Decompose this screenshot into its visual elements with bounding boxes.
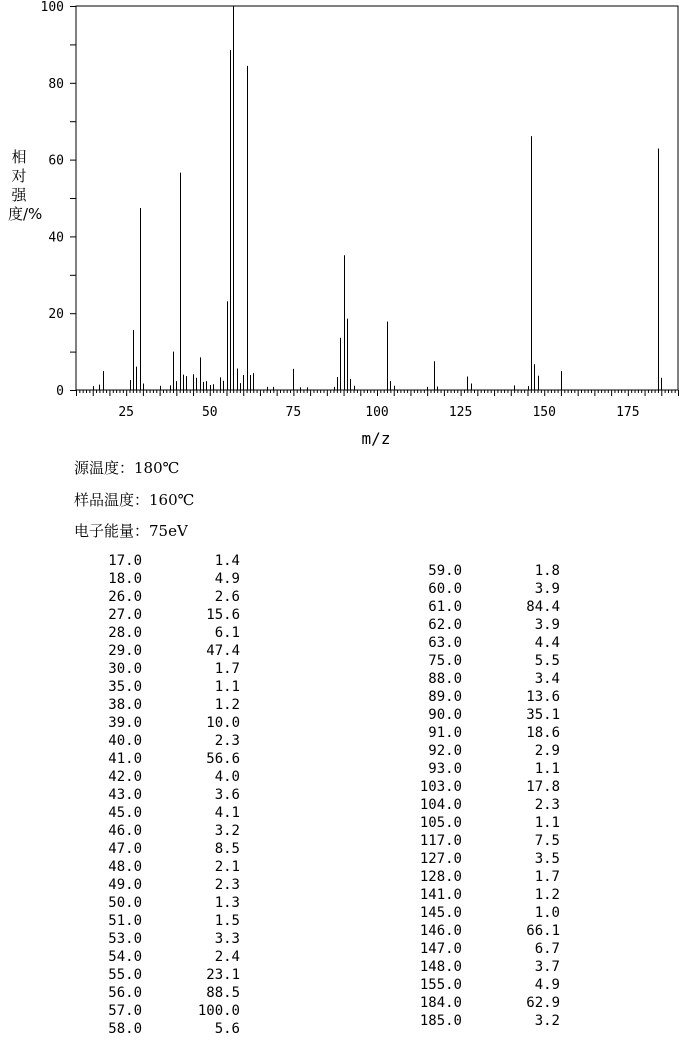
peak-abundance: 18.6 bbox=[526, 725, 560, 741]
peak-mz: 147.0 bbox=[419, 941, 462, 957]
peak-row bbox=[400, 940, 570, 958]
peak-abundance: 3.9 bbox=[534, 617, 560, 633]
chart-ticks bbox=[41, 0, 679, 420]
peak-row bbox=[400, 598, 570, 616]
peak-abundance: 100.0 bbox=[197, 1003, 240, 1019]
peak-row bbox=[80, 1020, 250, 1038]
peak-abundance: 3.7 bbox=[534, 959, 560, 975]
peak-mz: 62.0 bbox=[428, 617, 462, 633]
peak-row bbox=[400, 778, 570, 796]
peak-row bbox=[80, 678, 250, 696]
x-tick-label: 50 bbox=[201, 405, 218, 420]
peak-row bbox=[400, 868, 570, 886]
peak-abundance: 1.8 bbox=[534, 563, 560, 579]
peak-mz: 59.0 bbox=[428, 563, 462, 579]
peak-row bbox=[400, 616, 570, 634]
peak-row bbox=[400, 652, 570, 670]
peak-abundance: 62.9 bbox=[526, 995, 560, 1011]
peak-mz: 89.0 bbox=[428, 689, 462, 705]
peak-row bbox=[80, 570, 250, 588]
peak-abundance: 1.7 bbox=[214, 661, 240, 677]
peak-mz: 38.0 bbox=[108, 697, 142, 713]
peak-row bbox=[400, 688, 570, 706]
x-tick-label: 125 bbox=[448, 405, 473, 420]
source-temp-label: 源温度： bbox=[74, 459, 135, 477]
peak-row bbox=[80, 732, 250, 750]
peak-mz: 184.0 bbox=[419, 995, 462, 1011]
peak-row bbox=[80, 786, 250, 804]
energy-value: 75eV bbox=[149, 522, 188, 540]
peak-abundance: 5.6 bbox=[214, 1021, 240, 1037]
x-tick-label: 150 bbox=[532, 405, 556, 420]
source-temperature bbox=[74, 457, 179, 478]
peak-mz: 54.0 bbox=[108, 949, 142, 965]
peak-mz: 56.0 bbox=[108, 985, 142, 1001]
peak-row bbox=[80, 768, 250, 786]
peak-mz: 91.0 bbox=[428, 725, 462, 741]
peak-mz: 30.0 bbox=[108, 661, 142, 677]
peak-mz: 55.0 bbox=[108, 967, 142, 983]
peak-mz: 28.0 bbox=[108, 625, 142, 641]
peak-abundance: 5.5 bbox=[534, 653, 560, 669]
peak-mz: 53.0 bbox=[108, 931, 142, 947]
peak-abundance: 15.6 bbox=[206, 607, 240, 623]
peak-abundance: 1.4 bbox=[214, 553, 240, 569]
x-tick-label: 75 bbox=[285, 405, 302, 420]
source-temp-value: 180℃ bbox=[134, 459, 180, 477]
peak-row bbox=[400, 976, 570, 994]
peak-mz: 117.0 bbox=[419, 833, 462, 849]
peak-row bbox=[80, 876, 250, 894]
x-tick-label: 100 bbox=[365, 405, 389, 420]
y-tick-label: 80 bbox=[48, 76, 64, 92]
peak-mz: 58.0 bbox=[108, 1021, 142, 1037]
peak-abundance: 66.1 bbox=[526, 923, 560, 939]
x-axis-label: m/z bbox=[361, 429, 391, 448]
peak-abundance: 8.5 bbox=[214, 841, 240, 857]
peak-mz: 105.0 bbox=[419, 815, 462, 831]
peak-abundance: 1.2 bbox=[534, 887, 560, 903]
peak-row bbox=[400, 886, 570, 904]
peak-abundance: 3.6 bbox=[214, 787, 240, 803]
peak-mz: 57.0 bbox=[108, 1003, 142, 1019]
peak-mz: 146.0 bbox=[419, 923, 462, 939]
peak-mz: 40.0 bbox=[108, 733, 142, 749]
peak-abundance: 6.7 bbox=[534, 941, 560, 957]
peak-row bbox=[80, 804, 250, 822]
peak-row bbox=[400, 1012, 570, 1030]
peak-table-right bbox=[400, 562, 570, 1030]
peak-mz: 17.0 bbox=[108, 553, 142, 569]
peak-mz: 90.0 bbox=[428, 707, 462, 723]
peak-row bbox=[400, 562, 570, 580]
peak-mz: 49.0 bbox=[108, 877, 142, 893]
peak-abundance: 35.1 bbox=[526, 707, 560, 723]
sample-temp-label: 样品温度： bbox=[74, 491, 150, 509]
peak-mz: 185.0 bbox=[419, 1013, 462, 1029]
peak-abundance: 47.4 bbox=[206, 643, 240, 659]
peak-row bbox=[400, 706, 570, 724]
y-tick-label: 20 bbox=[48, 307, 64, 323]
peak-mz: 145.0 bbox=[419, 905, 462, 921]
peak-row bbox=[80, 588, 250, 606]
peak-row bbox=[400, 958, 570, 976]
peak-abundance: 1.1 bbox=[534, 761, 560, 777]
y-axis-label: 相对强度/% bbox=[8, 148, 43, 223]
peak-mz: 47.0 bbox=[108, 841, 142, 857]
peak-row bbox=[400, 832, 570, 850]
y-tick-label: 40 bbox=[48, 230, 64, 246]
peak-abundance: 2.4 bbox=[214, 949, 240, 965]
peak-abundance: 3.5 bbox=[534, 851, 560, 867]
peak-table-left bbox=[80, 552, 250, 1038]
peak-row bbox=[80, 822, 250, 840]
peak-mz: 88.0 bbox=[428, 671, 462, 687]
y-tick-label: 100 bbox=[40, 0, 64, 15]
peak-row bbox=[400, 724, 570, 742]
peak-row bbox=[80, 714, 250, 732]
peak-abundance: 1.7 bbox=[534, 869, 560, 885]
peak-mz: 51.0 bbox=[108, 913, 142, 929]
peak-abundance: 1.5 bbox=[214, 913, 240, 929]
peak-abundance: 4.1 bbox=[214, 805, 240, 821]
peak-mz: 75.0 bbox=[428, 653, 462, 669]
peak-abundance: 4.9 bbox=[214, 571, 240, 587]
peak-abundance: 3.2 bbox=[534, 1013, 560, 1029]
peak-row bbox=[80, 840, 250, 858]
peak-mz: 41.0 bbox=[108, 751, 142, 767]
peak-abundance: 2.6 bbox=[214, 589, 240, 605]
x-tick-label: 25 bbox=[118, 405, 134, 420]
peak-mz: 26.0 bbox=[108, 589, 142, 605]
peak-abundance: 2.9 bbox=[534, 743, 560, 759]
peak-row bbox=[400, 850, 570, 868]
peak-row bbox=[80, 948, 250, 966]
peak-row bbox=[400, 796, 570, 814]
peak-abundance: 1.3 bbox=[214, 895, 240, 911]
peak-row bbox=[400, 904, 570, 922]
peak-mz: 60.0 bbox=[428, 581, 462, 597]
peak-row bbox=[80, 966, 250, 984]
peak-abundance: 17.8 bbox=[526, 779, 560, 795]
peak-row bbox=[400, 760, 570, 778]
peak-mz: 148.0 bbox=[419, 959, 462, 975]
peak-row bbox=[80, 552, 250, 570]
peak-abundance: 4.0 bbox=[214, 769, 240, 785]
peak-abundance: 4.9 bbox=[534, 977, 560, 993]
peak-row bbox=[80, 750, 250, 768]
peak-abundance: 2.3 bbox=[214, 733, 240, 749]
peak-abundance: 84.4 bbox=[526, 599, 560, 615]
peak-row bbox=[80, 894, 250, 912]
peak-mz: 18.0 bbox=[108, 571, 142, 587]
peak-mz: 104.0 bbox=[419, 797, 462, 813]
peak-abundance: 1.0 bbox=[534, 905, 560, 921]
peak-row bbox=[400, 670, 570, 688]
peak-mz: 46.0 bbox=[108, 823, 142, 839]
peak-mz: 155.0 bbox=[419, 977, 462, 993]
peak-mz: 35.0 bbox=[108, 679, 142, 695]
peak-row bbox=[80, 624, 250, 642]
peak-row bbox=[400, 814, 570, 832]
peak-abundance: 3.3 bbox=[214, 931, 240, 947]
peak-row bbox=[400, 580, 570, 598]
energy-label: 电子能量： bbox=[74, 522, 150, 540]
peak-mz: 43.0 bbox=[108, 787, 142, 803]
peak-mz: 128.0 bbox=[419, 869, 462, 885]
peak-mz: 61.0 bbox=[428, 599, 462, 615]
peak-abundance: 13.6 bbox=[526, 689, 560, 705]
peak-mz: 39.0 bbox=[108, 715, 142, 731]
peak-abundance: 1.1 bbox=[214, 679, 240, 695]
peak-mz: 93.0 bbox=[428, 761, 462, 777]
peak-mz: 50.0 bbox=[108, 895, 142, 911]
sample-temp-value: 160℃ bbox=[149, 491, 195, 509]
peak-row bbox=[80, 984, 250, 1002]
peak-abundance: 10.0 bbox=[206, 715, 240, 731]
peak-mz: 103.0 bbox=[419, 779, 462, 795]
peak-mz: 45.0 bbox=[108, 805, 142, 821]
peak-mz: 29.0 bbox=[108, 643, 142, 659]
peak-row bbox=[400, 634, 570, 652]
peak-row bbox=[400, 994, 570, 1012]
peak-abundance: 3.9 bbox=[534, 581, 560, 597]
peak-mz: 141.0 bbox=[419, 887, 462, 903]
peak-abundance: 88.5 bbox=[206, 985, 240, 1001]
y-tick-label: 0 bbox=[56, 384, 64, 399]
peak-abundance: 2.3 bbox=[534, 797, 560, 813]
peak-abundance: 6.1 bbox=[214, 625, 240, 641]
peak-abundance: 56.6 bbox=[206, 751, 240, 767]
peak-mz: 127.0 bbox=[419, 851, 462, 867]
peak-abundance: 1.1 bbox=[534, 815, 560, 831]
peak-abundance: 3.2 bbox=[214, 823, 240, 839]
sample-temperature bbox=[74, 489, 194, 510]
peak-row bbox=[80, 660, 250, 678]
peak-row bbox=[400, 922, 570, 940]
peak-row bbox=[80, 1002, 250, 1020]
chart-axes bbox=[76, 6, 678, 390]
peak-abundance: 2.1 bbox=[214, 859, 240, 875]
peak-row bbox=[80, 930, 250, 948]
peak-row bbox=[400, 742, 570, 760]
mass-spectrum-chart bbox=[0, 0, 680, 450]
peak-abundance: 7.5 bbox=[534, 833, 560, 849]
electron-energy bbox=[74, 520, 188, 541]
plot-frame bbox=[76, 6, 678, 390]
y-tick-label: 60 bbox=[48, 153, 64, 169]
peak-mz: 63.0 bbox=[428, 635, 462, 651]
peak-row bbox=[80, 912, 250, 930]
peak-abundance: 4.4 bbox=[534, 635, 560, 651]
peak-mz: 92.0 bbox=[428, 743, 462, 759]
chart-bars bbox=[94, 6, 662, 390]
peak-row bbox=[80, 858, 250, 876]
peak-mz: 27.0 bbox=[108, 607, 142, 623]
peak-row bbox=[80, 696, 250, 714]
peak-abundance: 23.1 bbox=[206, 967, 240, 983]
peak-abundance: 3.4 bbox=[534, 671, 560, 687]
peak-abundance: 2.3 bbox=[214, 877, 240, 893]
peak-abundance: 1.2 bbox=[214, 697, 240, 713]
x-tick-label: 175 bbox=[616, 405, 640, 420]
peak-mz: 42.0 bbox=[108, 769, 142, 785]
peak-row bbox=[80, 606, 250, 624]
peak-row bbox=[80, 642, 250, 660]
peak-mz: 48.0 bbox=[108, 859, 142, 875]
